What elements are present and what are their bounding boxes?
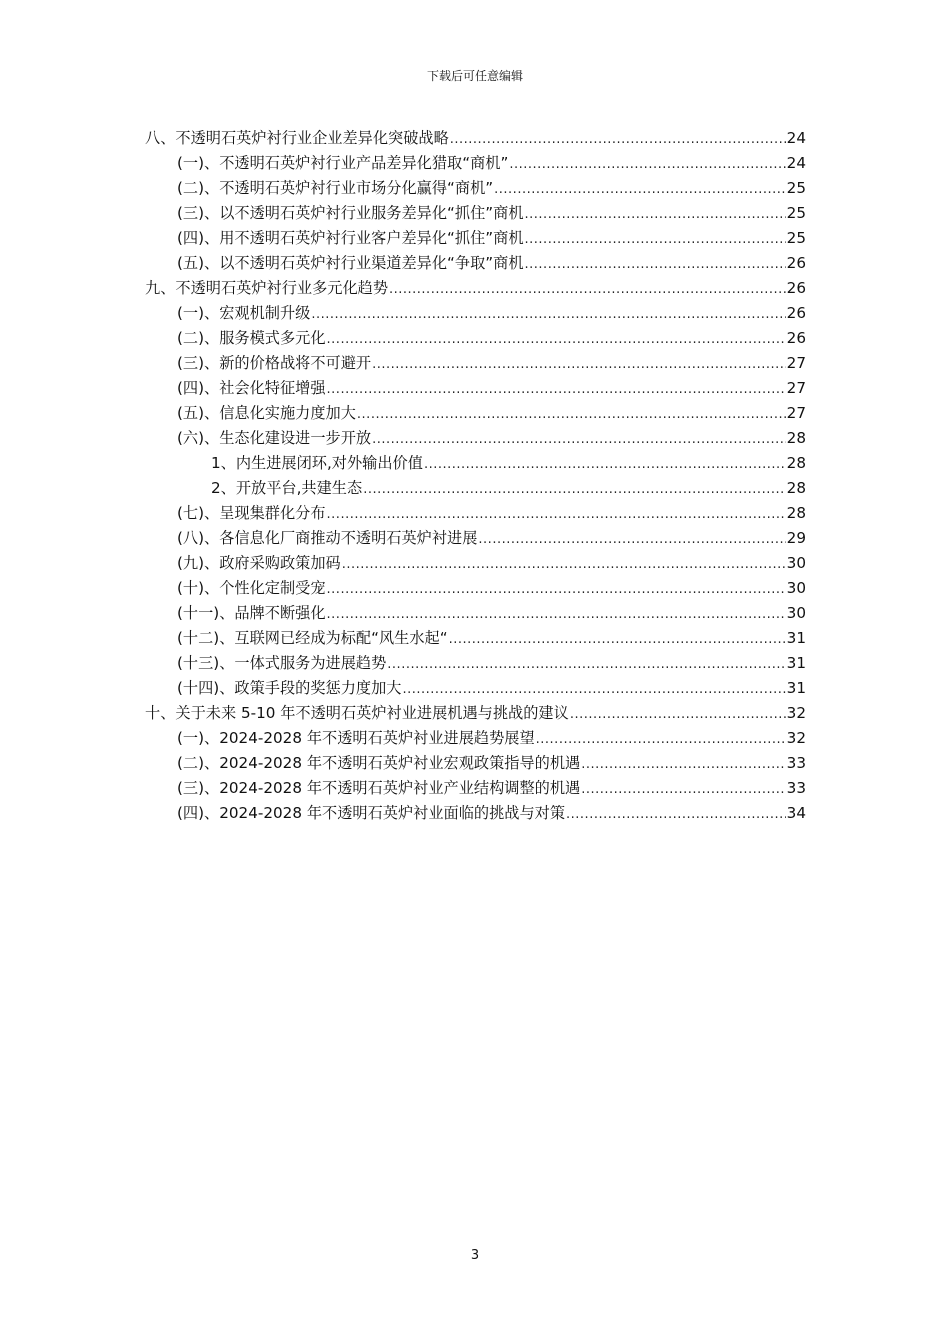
toc-entry[interactable] [145, 476, 806, 501]
toc-entry-page: 31 [786, 679, 806, 697]
toc-entry[interactable] [145, 776, 806, 801]
toc-dot-leader [581, 777, 785, 802]
toc-entry-page: 30 [786, 604, 806, 622]
toc-entry-label: (二)、服务模式多元化 [177, 329, 326, 347]
toc-entry[interactable] [145, 151, 806, 176]
toc-entry-page: 32 [786, 704, 806, 722]
toc-entry-page: 24 [786, 154, 806, 172]
toc-entry[interactable] [145, 626, 806, 651]
toc-entry-label: (三)、以不透明石英炉衬行业服务差异化“抓住”商机 [177, 204, 524, 222]
toc-entry-page: 31 [786, 629, 806, 647]
toc-entry[interactable] [145, 701, 806, 726]
toc-dot-leader [327, 377, 786, 402]
toc-entry[interactable] [145, 651, 806, 676]
table-of-contents [145, 126, 806, 826]
toc-entry[interactable] [145, 451, 806, 476]
toc-entry-page: 28 [786, 479, 806, 497]
toc-entry[interactable] [145, 501, 806, 526]
toc-entry-label: (十三)、一体式服务为进展趋势 [177, 654, 387, 672]
toc-entry-page: 25 [786, 179, 806, 197]
toc-entry-label: 十、关于未来 5-10 年不透明石英炉衬业进展机遇与挑战的建议 [145, 704, 569, 722]
toc-entry-page: 24 [786, 129, 806, 147]
toc-entry-label: (十)、个性化定制受宠 [177, 579, 326, 597]
toc-entry-page: 25 [786, 204, 806, 222]
toc-dot-leader [449, 627, 786, 652]
toc-entry[interactable] [145, 426, 806, 451]
toc-entry-label: (一)、不透明石英炉衬行业产品差异化猎取“商机” [177, 154, 509, 172]
toc-entry-label: 八、不透明石英炉衬行业企业差异化突破战略 [145, 129, 449, 147]
toc-dot-leader [581, 752, 785, 777]
toc-entry[interactable] [145, 576, 806, 601]
toc-entry-page: 33 [786, 754, 806, 772]
toc-dot-leader [509, 152, 785, 177]
toc-entry[interactable] [145, 676, 806, 701]
toc-dot-leader [311, 302, 785, 327]
toc-entry-page: 28 [786, 504, 806, 522]
toc-dot-leader [570, 702, 786, 727]
toc-entry-page: 28 [786, 454, 806, 472]
toc-dot-leader [525, 227, 786, 252]
toc-entry[interactable] [145, 176, 806, 201]
toc-entry-page: 27 [786, 354, 806, 372]
toc-entry[interactable] [145, 226, 806, 251]
toc-dot-leader [525, 252, 786, 277]
toc-entry-label: (十四)、政策手段的奖惩力度加大 [177, 679, 402, 697]
toc-entry-page: 30 [786, 579, 806, 597]
toc-entry-page: 30 [786, 554, 806, 572]
toc-dot-leader [372, 427, 786, 452]
toc-entry[interactable] [145, 351, 806, 376]
toc-dot-leader [450, 127, 786, 152]
toc-entry[interactable] [145, 601, 806, 626]
toc-dot-leader [357, 402, 786, 427]
toc-entry-label: (四)、用不透明石英炉衬行业客户差异化“抓住”商机 [177, 229, 524, 247]
toc-entry-label: (一)、宏观机制升级 [177, 304, 311, 322]
toc-dot-leader [327, 327, 786, 352]
toc-entry-label: (九)、政府采购政策加码 [177, 554, 341, 572]
toc-entry[interactable] [145, 801, 806, 826]
toc-entry-label: (五)、以不透明石英炉衬行业渠道差异化“争取”商机 [177, 254, 524, 272]
page-number: 3 [470, 1248, 480, 1263]
toc-entry-label: (二)、不透明石英炉衬行业市场分化赢得“商机” [177, 179, 494, 197]
toc-entry-page: 27 [786, 379, 806, 397]
toc-entry-page: 27 [786, 404, 806, 422]
page-header: 下载后可任意编辑 [426, 69, 523, 83]
toc-dot-leader [402, 677, 785, 702]
toc-dot-leader [494, 177, 786, 202]
toc-entry-page: 34 [786, 804, 806, 822]
toc-entry-page: 25 [786, 229, 806, 247]
toc-entry-label: (五)、信息化实施力度加大 [177, 404, 356, 422]
toc-entry-page: 28 [786, 429, 806, 447]
toc-entry[interactable] [145, 301, 806, 326]
toc-dot-leader [566, 802, 786, 827]
toc-entry-label: (三)、2024-2028 年不透明石英炉衬业产业结构调整的机遇 [177, 779, 581, 797]
toc-entry-label: (十一)、品牌不断强化 [177, 604, 326, 622]
toc-entry-page: 26 [786, 254, 806, 272]
toc-dot-leader [372, 352, 786, 377]
toc-entry-label: (六)、生态化建设进一步开放 [177, 429, 372, 447]
toc-dot-leader [536, 727, 786, 752]
toc-entry-label: (四)、2024-2028 年不透明石英炉衬业面临的挑战与对策 [177, 804, 566, 822]
toc-entry-page: 33 [786, 779, 806, 797]
toc-entry-label: (四)、社会化特征增强 [177, 379, 326, 397]
toc-entry[interactable] [145, 751, 806, 776]
toc-entry[interactable] [145, 401, 806, 426]
toc-entry[interactable] [145, 126, 806, 151]
toc-entry[interactable] [145, 726, 806, 751]
toc-dot-leader [327, 602, 786, 627]
toc-dot-leader [327, 577, 786, 602]
toc-entry-label: 1、内生进展闭环,对外输出价值 [211, 454, 423, 472]
toc-dot-leader [424, 452, 786, 477]
toc-dot-leader [342, 552, 786, 577]
toc-entry-label: 九、不透明石英炉衬行业多元化趋势 [145, 279, 388, 297]
toc-dot-leader [363, 477, 785, 502]
toc-dot-leader [387, 652, 785, 677]
toc-entry-label: (七)、呈现集群化分布 [177, 504, 326, 522]
toc-entry[interactable] [145, 251, 806, 276]
toc-entry-label: (三)、新的价格战将不可避开 [177, 354, 372, 372]
toc-entry-label: (十二)、互联网已经成为标配“风生水起“ [177, 629, 448, 647]
toc-entry-page: 26 [786, 279, 806, 297]
toc-entry-label: 2、开放平台,共建生态 [211, 479, 363, 497]
toc-entry-page: 26 [786, 329, 806, 347]
toc-entry-label: (八)、各信息化厂商推动不透明石英炉衬进展 [177, 529, 478, 547]
toc-entry[interactable] [145, 276, 806, 301]
toc-dot-leader [389, 277, 786, 302]
toc-entry-page: 29 [786, 529, 806, 547]
toc-entry-label: (二)、2024-2028 年不透明石英炉衬业宏观政策指导的机遇 [177, 754, 581, 772]
toc-entry-page: 26 [786, 304, 806, 322]
toc-entry-page: 31 [786, 654, 806, 672]
toc-dot-leader [478, 527, 785, 552]
toc-entry[interactable] [145, 326, 806, 351]
toc-entry-page: 32 [786, 729, 806, 747]
toc-entry[interactable] [145, 526, 806, 551]
toc-entry[interactable] [145, 201, 806, 226]
toc-dot-leader [525, 202, 786, 227]
toc-entry[interactable] [145, 376, 806, 401]
toc-dot-leader [327, 502, 786, 527]
toc-entry-label: (一)、2024-2028 年不透明石英炉衬业进展趋势展望 [177, 729, 535, 747]
toc-entry[interactable] [145, 551, 806, 576]
